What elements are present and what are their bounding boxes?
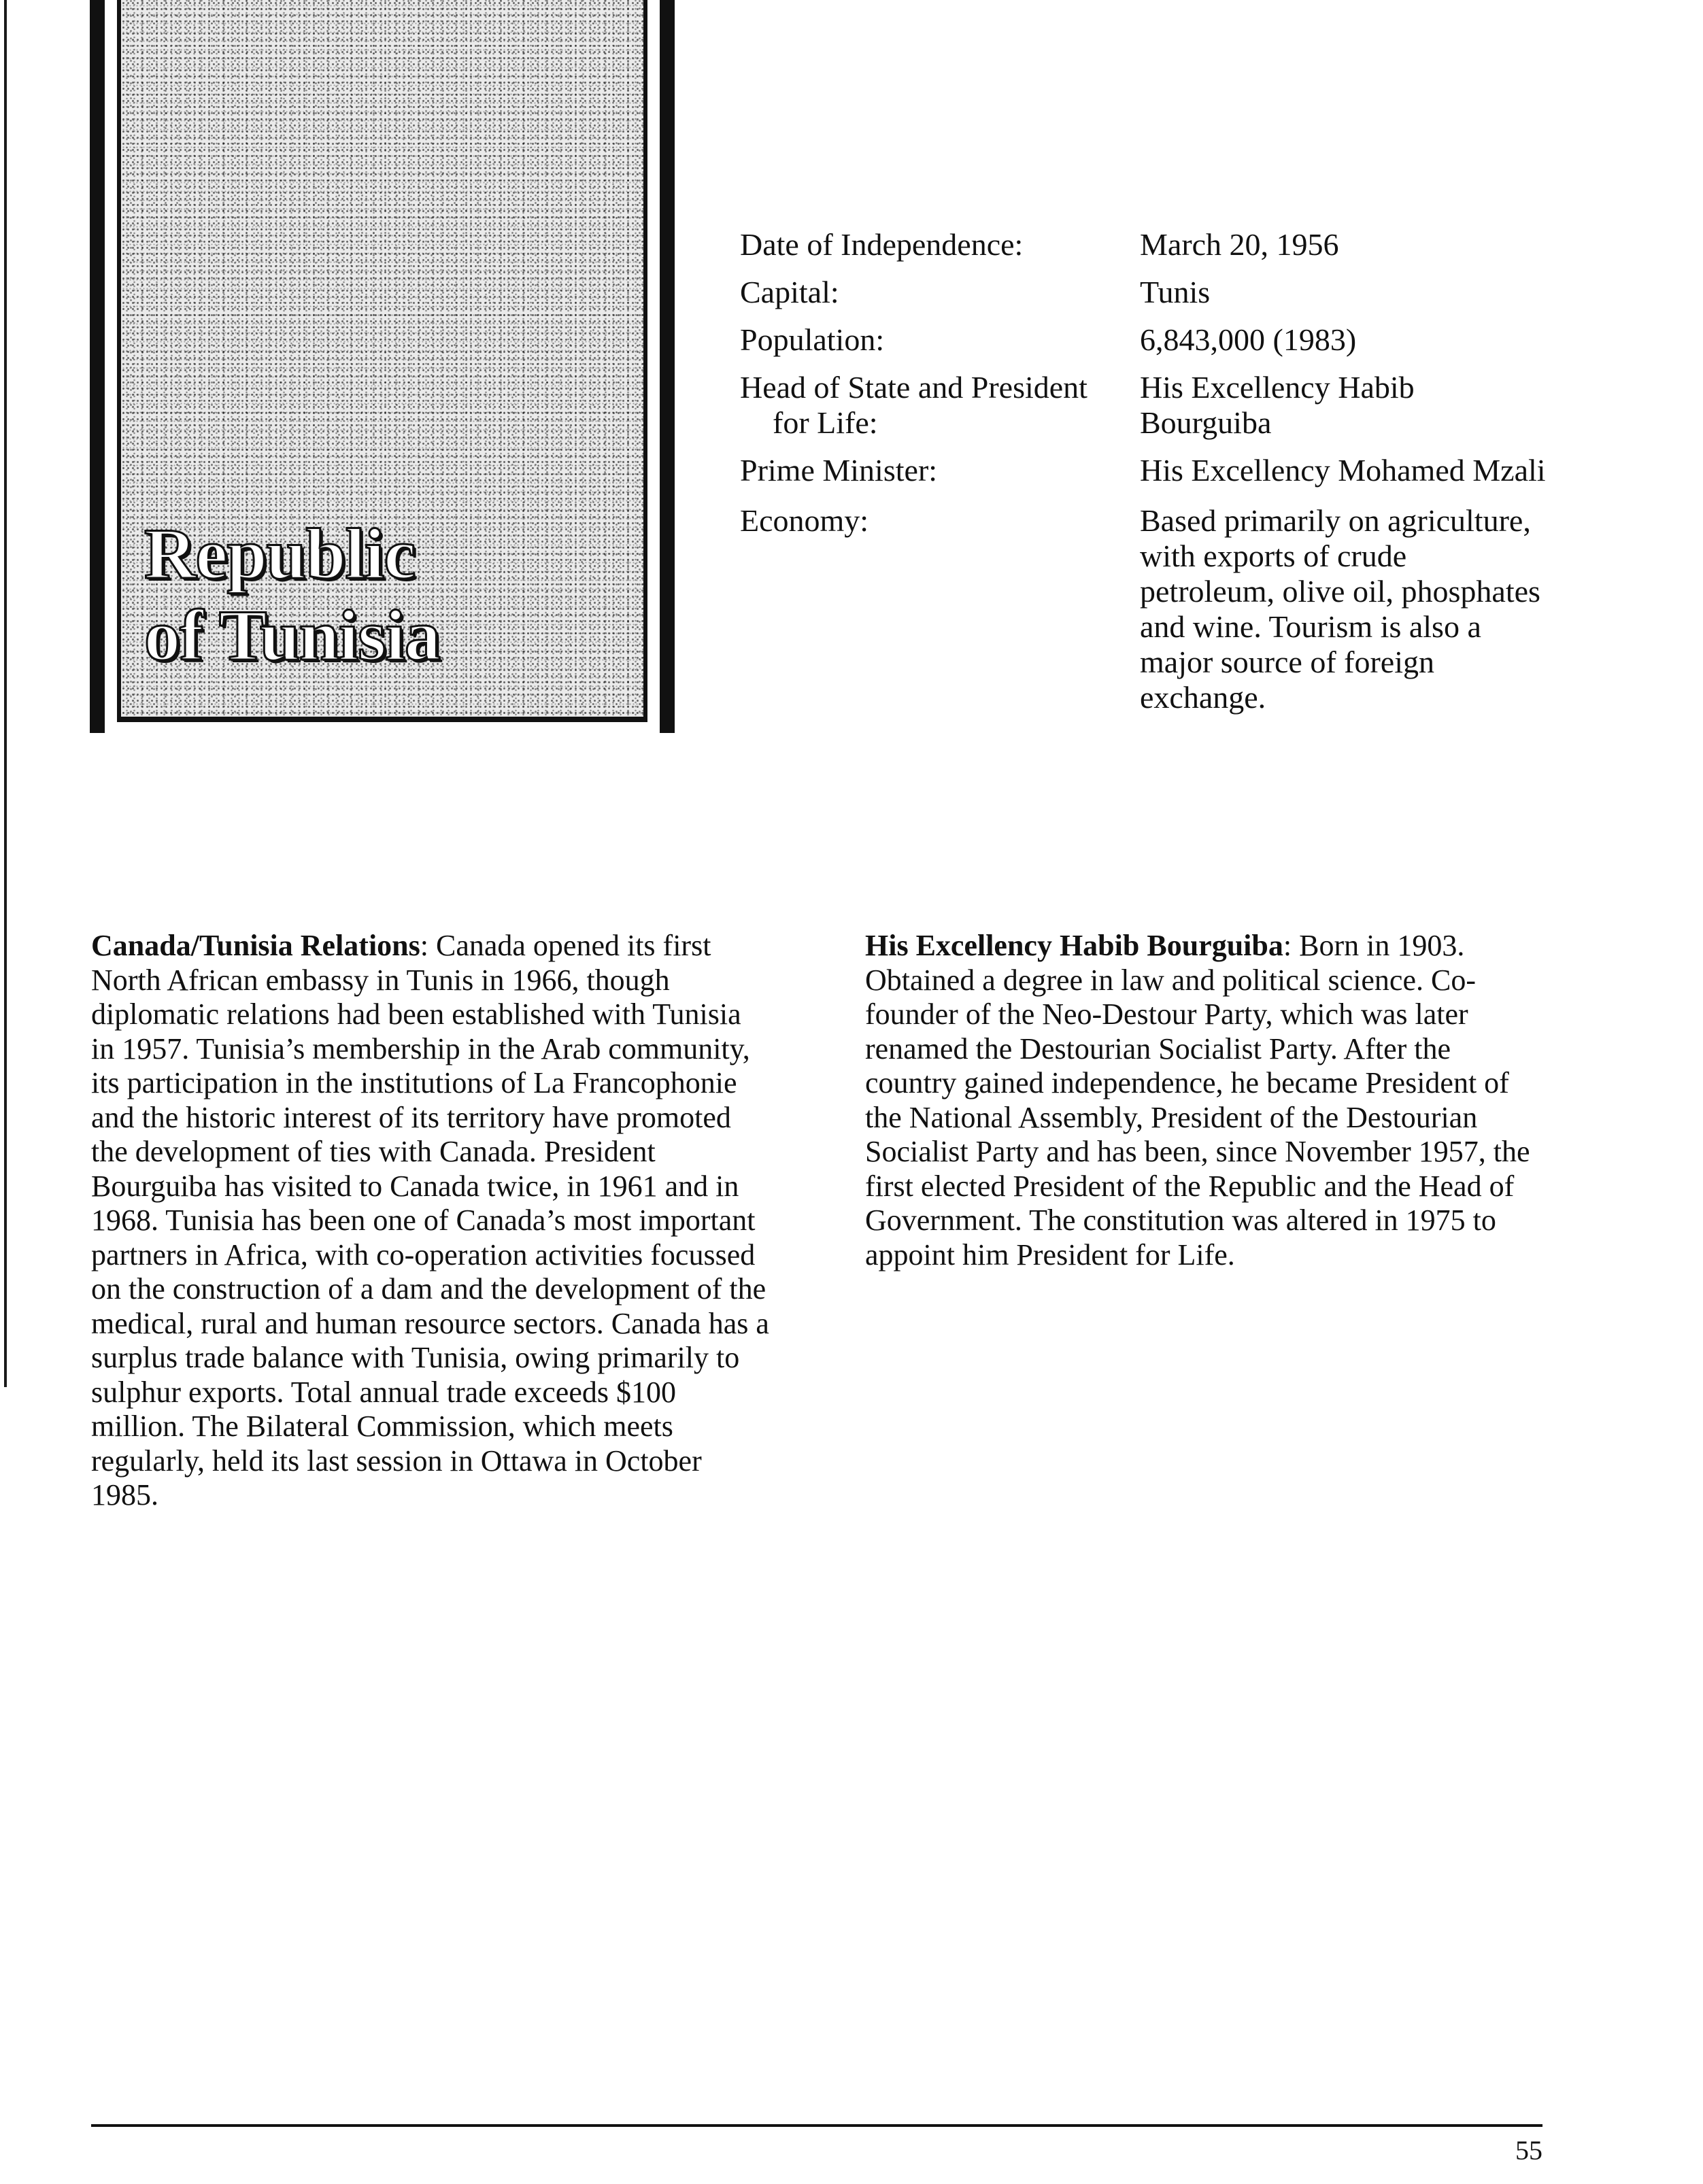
fact-label-line-1: Head of State and President: [740, 370, 1087, 405]
fact-label-line-2: for Life:: [773, 405, 878, 440]
relations-body: : Canada opened its first North African embassy in Tunis in 1966, though diplomatic relations had been established with Tunisia in 1957. Tunisia’s membership in the Arab community, its participation in the institutions of La Francophonie and the historic interest of its territory have promoted the development of ties with Canada. President Bourguiba has visited to Canada twice, in 1961 and in 1968. Tunisia has been one of Canada’s most important partners in Africa, with co-operation activities focussed on the construction of a dam and the development of the medical, rural and human resource sectors. Canada has a surplus trade balance with Tunisia, owing primarily to sulphur exports. Total annual trade exceeds $100 million. The Bilateral Commission, which meets regularly, held its last session in Ottawa in October 1985.: [91, 929, 769, 1512]
panel-bar-left: [90, 0, 105, 733]
biography-paragraph: [865, 929, 1545, 1272]
fact-value: March 20, 1956: [1140, 227, 1339, 262]
fact-label: Capital:: [740, 275, 839, 309]
fact-row-population: [740, 322, 1556, 358]
fact-row-capital: [740, 275, 1556, 310]
title-panel: [90, 0, 675, 733]
margin-rule: [4, 0, 7, 1387]
relations-heading: Canada/Tunisia Relations: [91, 929, 420, 962]
fact-row-independence: [740, 227, 1556, 262]
country-title-line-2: of Tunisia: [144, 596, 440, 675]
fact-row-head-of-state: [740, 370, 1556, 441]
relations-paragraph: [91, 929, 771, 1513]
page-number: 55: [1515, 2135, 1542, 2166]
fact-label: Date of Independence:: [740, 227, 1024, 262]
fact-value: Based primarily on agriculture, with exports of crude petroleum, olive oil, phosphates and wine. Tourism is also a major source of foreign exchange.: [1140, 503, 1540, 715]
fact-row-prime-minister: [740, 453, 1556, 488]
biography-heading: His Excellency Habib Bourguiba: [865, 929, 1283, 962]
footer-rule: [91, 2124, 1542, 2127]
biography-body: : Born in 1903. Obtained a degree in law and political science. Co-founder of the Neo-Destour Party, which was later renamed the Destourian Socialist Party. After the country gained independence, he became President of the National Assembly, President of the Destourian Socialist Party and has been, since November 1957, the first elected President of the Republic and the Head of Government. The constitution was altered in 1975 to appoint him President for Life.: [865, 929, 1530, 1272]
fact-label: Population:: [740, 322, 885, 357]
fact-value: His Excellency Habib Bourguiba: [1140, 370, 1415, 440]
country-title: [144, 513, 440, 677]
fact-value: His Excellency Mohamed Mzali: [1140, 453, 1546, 488]
fact-sheet: [740, 227, 1556, 728]
fact-value: 6,843,000 (1983): [1140, 322, 1357, 357]
fact-value: Tunis: [1140, 275, 1211, 309]
fact-label: Prime Minister:: [740, 453, 938, 488]
panel-bar-right: [660, 0, 675, 733]
fact-row-economy: [740, 503, 1556, 715]
country-title-line-1: Republic: [144, 514, 416, 594]
fact-label: Economy:: [740, 503, 869, 538]
fact-label: [740, 370, 1140, 441]
